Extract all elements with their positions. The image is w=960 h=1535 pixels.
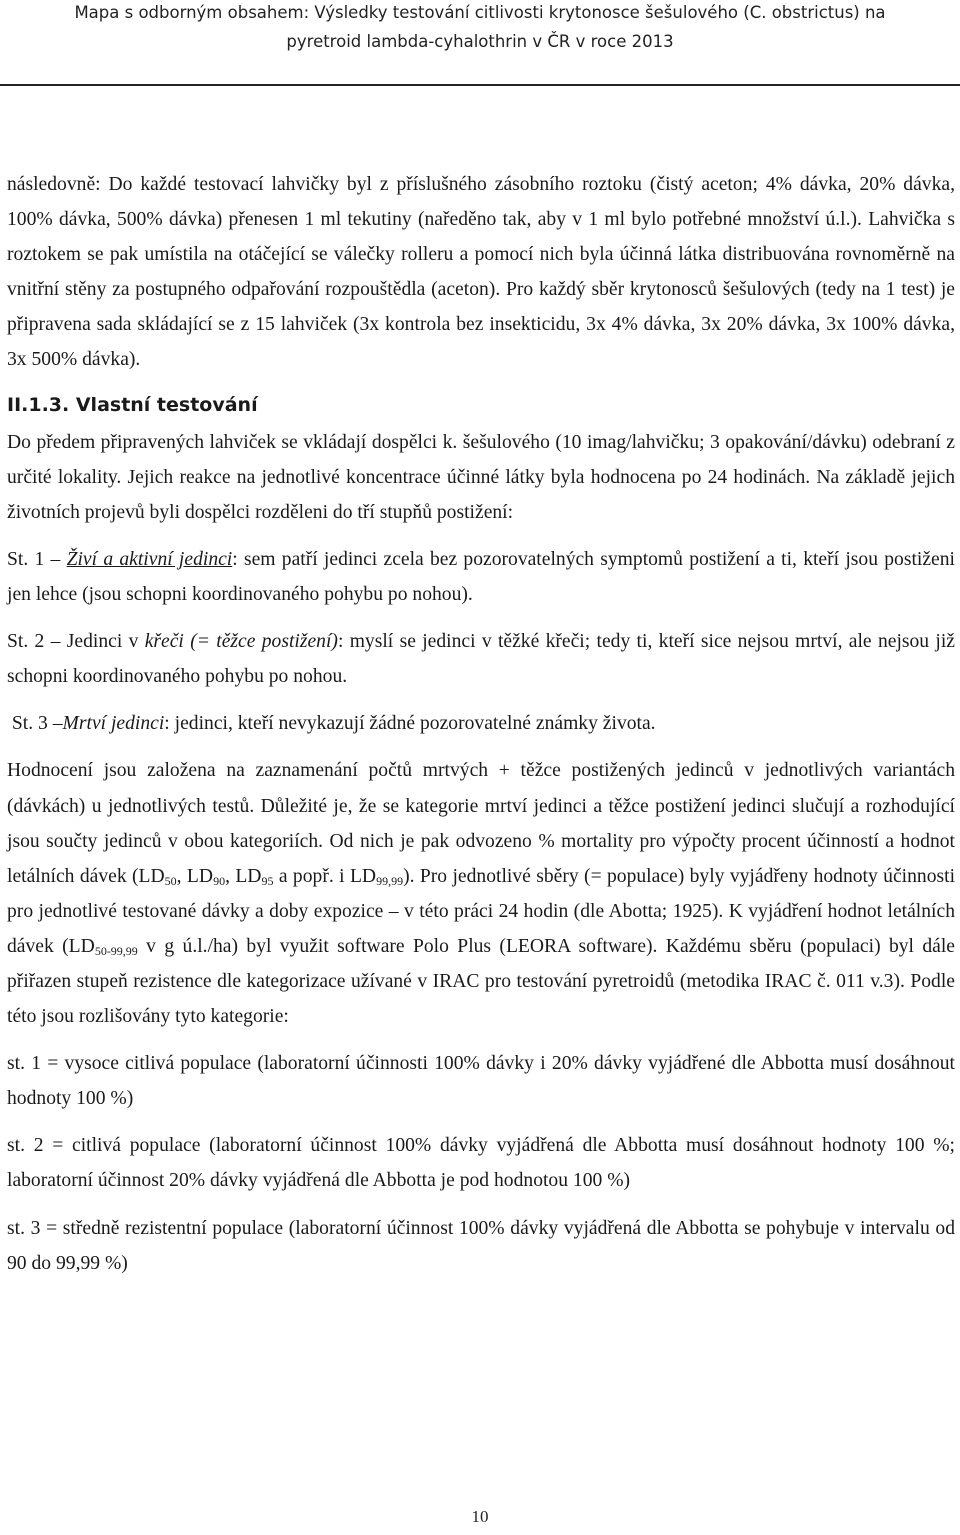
evaluation-text-c: , LD xyxy=(225,865,262,887)
evaluation-text-b: , LD xyxy=(176,865,214,887)
stage-3-label: St. 3 – xyxy=(11,713,63,735)
ld-sub-95: 95 xyxy=(261,873,274,888)
paragraph-preparation: následovně: Do každé testovací lahvičky byl z příslušného zásobního roztoku (čistý aceton; 4% dávka, 20% dávka, 100% dávka, 500% dávka) přenesen 1 ml tekutiny (naředěno tak, aby v 1 ml bylo potřebné množství ú.l.). Lahvička s roztokem se pak umístila na otáčející se válečky rolleru a pomocí nich byla účinná látka distribuována rovnoměrně na vnitřní stěny za postupného odpařování rozpouštědla (aceton). Pro každý sběr krytonosců šešulových (tedy na 1 test) je připravena sada skládající se z 15 lahviček (3x kontrola bez insekticidu, 3x 4% dávka, 3x 20% dávka, 3x 100% dávka, 3x 500% dávka). xyxy=(7,174,955,371)
ld-sub-range: 50-99,99 xyxy=(94,943,138,958)
paragraph-stage-1: St. 1 – Živí a aktivní jedinci: sem patří jedinci zcela bez pozorovatelných symptomů postižení a ti, kteří jsou postiženi jen lehce (jsou schopni koordinovaného pohybu po nohou). xyxy=(7,548,955,606)
paragraph-stage-3 xyxy=(7,706,955,741)
stage-3-text: : jedinci, kteří nevykazují žádné pozorovatelné známky života. xyxy=(164,713,656,735)
ld-sub-90: 90 xyxy=(213,873,226,888)
document-body xyxy=(7,167,955,1281)
category-3: st. 3 = středně rezistentní populace (laboratorní účinnost 100% dávky vyjádřená dle Abbotta se pohybuje v intervalu od 90 do 99,99 %) xyxy=(7,1217,955,1274)
ld-sub-50: 50 xyxy=(164,873,177,888)
stage-2-text: : myslí se jedinci v těžké křeči; tedy ti, kteří sice nejsou mrtví, ale nejsou již schopni koordinovaného pohybu po nohou. xyxy=(7,631,956,688)
page-header xyxy=(0,0,960,86)
stage-3-term: Mrtví jedinci xyxy=(62,713,165,735)
stage-1-text: : sem patří jedinci zcela bez pozorovatelných symptomů postižení a ti, kteří jsou postiženi jen lehce (jsou schopni koordinovaného pohybu po nohou). xyxy=(7,548,955,606)
paragraph-evaluation xyxy=(7,753,955,1034)
paragraph-stage-2 xyxy=(7,624,955,694)
page-number: 10 xyxy=(471,1507,489,1526)
category-1: st. 1 = vysoce citlivá populace (laboratorní účinnosti 100% dávky i 20% dávky vyjádřené dle Abbotta musí dosáhnout hodnoty 100 %) xyxy=(7,1053,955,1110)
paragraph-testing: Do předem připravených lahviček se vkládají dospělci k. šešulového (10 imag/lahvičku; 3 opakování/dávku) odebraní z určité lokality. Jejich reakce na jednotlivé koncentrace účinné látky byla hodnocena po 24 hodinách. Na základě jejich životních projevů byli dospělci rozděleni do tří stupňů postižení: xyxy=(7,431,955,523)
evaluation-text-d: a popř. i LD xyxy=(273,865,377,887)
header-title-line-2: pyretroid lambda-cyhalothrin v ČR v roce 2013 xyxy=(286,32,674,51)
category-2: st. 2 = citlivá populace (laboratorní účinnost 100% dávky vyjádřená dle Abbotta musí dosáhnout hodnoty 100 %; laboratorní účinnost 20% dávky vyjádřená dle Abbotta je pod hodnotou 100 %) xyxy=(7,1135,955,1192)
stage-1-label: St. 1 xyxy=(7,548,45,570)
ld-sub-9999: 99,99 xyxy=(376,873,404,888)
evaluation-text-a: Hodnocení jsou založena na zaznamenání počtů mrtvých + těžce postižených jedinců v jednotlivých variantách (dávkách) u jednotlivých testů. Důležité je, že se kategorie mrtví jedinci a těžce postižení jedinci slučují a rozhodující jsou součty jedinců v obou kategoriích. Od nich je pak odvozeno % mortality pro výpočty procent účinností a hodnot letálních dávek (LD xyxy=(7,760,955,887)
stage-2-label: St. 2 – Jedinci v xyxy=(7,631,145,653)
evaluation-text-f: v g ú.l./ha) byl využit software Polo Plus (LEORA software). Každému sběru (populaci) byl dále přiřazen stupeň rezistence dle kategorizace užívané v IRAC pro testování pyretroidů (metodika IRAC č. 011 v.3). Podle této jsou rozlišovány tyto kategorie: xyxy=(7,935,956,1028)
section-heading: II.1.3. Vlastní testování xyxy=(7,393,258,416)
header-title-line-1: Mapa s odborným obsahem: Výsledky testování citlivosti krytonosce šešulového (C. obstrictus) na xyxy=(74,3,886,22)
stage-2-term: křeči (= těžce postižení) xyxy=(144,631,338,653)
evaluation-text-e: ). Pro jednotlivé sběry (= populace) byly vyjádřeny hodnoty účinnosti pro jednotlivé testované dávky a doby expozice – v této práci 24 hodin (dle Abotta; 1925). K vyjádření hodnot letálních dávek (LD xyxy=(7,865,956,957)
stage-1-term: Živí a aktivní jedinci xyxy=(66,548,233,570)
